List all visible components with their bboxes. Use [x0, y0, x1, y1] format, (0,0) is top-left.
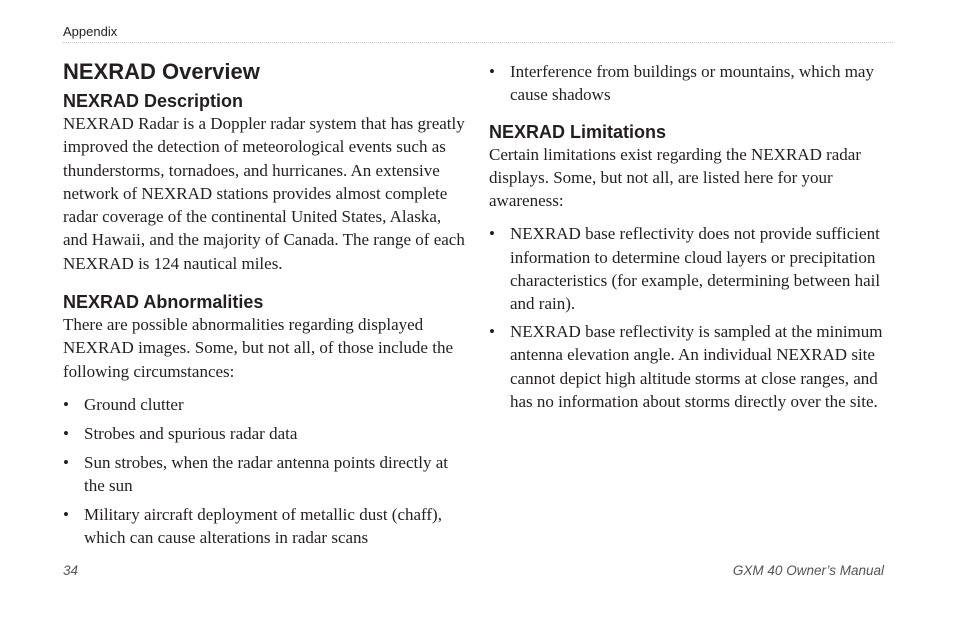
- list-item: • Ground clutter: [63, 393, 465, 416]
- header-divider: [63, 42, 893, 43]
- bullet-icon: •: [489, 322, 495, 342]
- limitations-list: [489, 222, 891, 413]
- list-item: • Military aircraft deployment of metallic dust (chaff), which can cause alterations in radar scans: [63, 504, 442, 547]
- list-item: • Strobes and spurious radar data: [63, 422, 465, 445]
- limitations-paragraph: Certain limitations exist regarding the NEXRAD radar displays. Some, but not all, are listed here for your awareness:: [489, 144, 862, 211]
- page-title: NEXRAD Overview: [63, 59, 260, 84]
- left-column: [63, 58, 465, 549]
- list-item: • Interference from buildings or mountains, which may cause shadows: [489, 62, 874, 105]
- abnormalities-list: [63, 393, 465, 549]
- list-item: • Sun strobes, when the radar antenna points directly at the sun: [63, 452, 448, 495]
- right-column: [489, 60, 891, 413]
- manual-title: GXM 40 Owner’s Manual: [732, 563, 884, 578]
- limitations-heading: NEXRAD Limitations: [489, 121, 667, 142]
- list-item: • NEXRAD base reflectivity does not provide sufficient information to determine cloud layers or precipitation characteristics (for example, determining between hail and rain).: [489, 224, 881, 314]
- bullet-icon: •: [63, 504, 69, 524]
- page-number: 34: [63, 563, 79, 578]
- bullet-icon: •: [489, 224, 495, 244]
- section-label: Appendix: [63, 24, 118, 39]
- continued-list: [489, 60, 891, 107]
- abnormalities-paragraph: There are possible abnormalities regarding displayed NEXRAD images. Some, but not all, of those include the following circumstances:: [63, 315, 453, 381]
- list-item: • NEXRAD base reflectivity is sampled at the minimum antenna elevation angle. An individual NEXRAD site cannot depict high altitude storms at close ranges, and has no information about storms directly over the site.: [489, 322, 883, 412]
- bullet-icon: •: [489, 62, 495, 81]
- bullet-icon: •: [63, 423, 69, 443]
- bullet-icon: •: [63, 452, 69, 472]
- abnormalities-heading: NEXRAD Abnormalities: [63, 292, 264, 313]
- bullet-icon: •: [63, 394, 69, 414]
- description-heading: NEXRAD Description: [63, 91, 244, 111]
- description-paragraph: NEXRAD Radar is a Doppler radar system that has greatly improved the detection of meteorological events such as thunderstorms, tornadoes, and hurricanes. An extensive network of NEXRAD stations provides almost complete radar coverage of the continental United States, Alaska, and Hawaii, and the majority of Canada. The range of each NEXRAD is 124 nautical miles.: [63, 114, 465, 273]
